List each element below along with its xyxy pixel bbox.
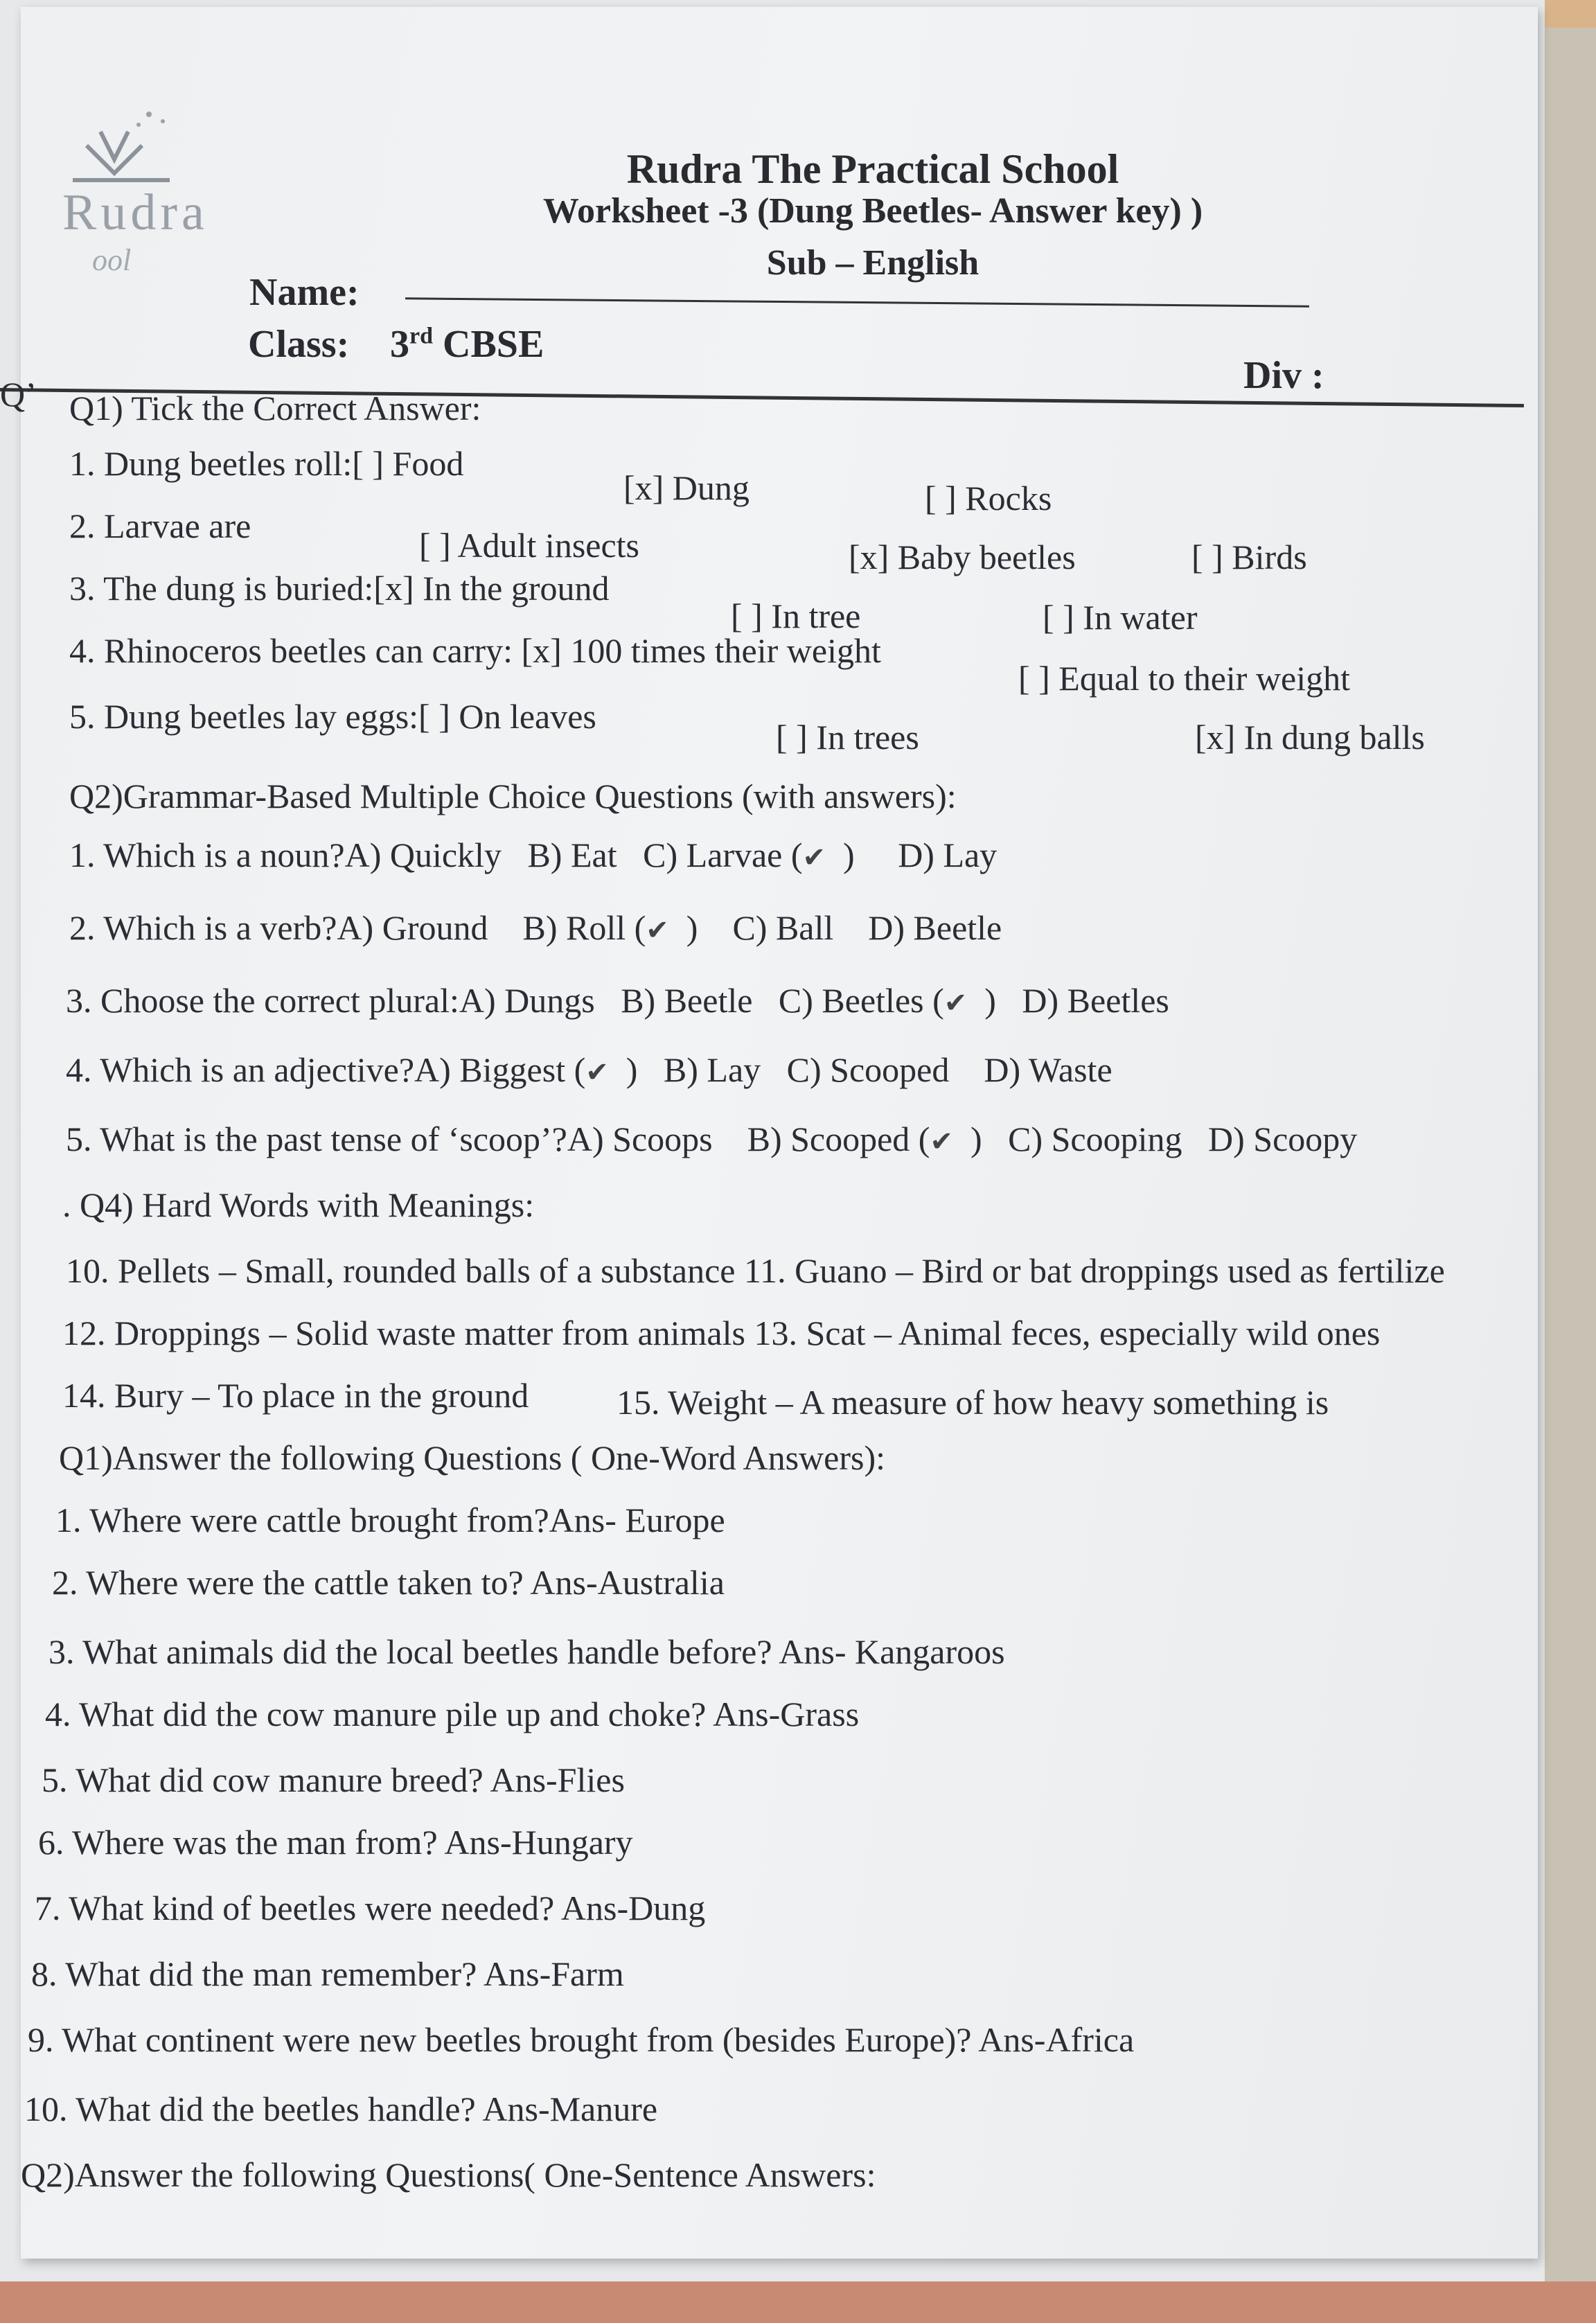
q1-option: [x] Dung <box>623 468 750 507</box>
subject-title: Sub – English <box>766 243 979 283</box>
q1-item: 5. Dung beetles lay eggs:[ ] On leaves <box>69 697 596 736</box>
school-name: Rudra The Practical School <box>626 146 1119 192</box>
q2-title: Q2)Grammar-Based Multiple Choice Questions (with answers): <box>69 777 957 815</box>
q4-title: . Q4) Hard Words with Meanings: <box>62 1185 535 1224</box>
check-icon: ✔ <box>646 915 669 946</box>
q1b-title: Q1)Answer the following Questions ( One-Word Answers): <box>59 1438 885 1477</box>
q1-item: 3. The dung is buried:[x] In the ground <box>69 569 610 608</box>
q2-item: 3. Choose the correct plural:A) Dungs B) Beetle C) Beetles (✔ ) D) Beetles <box>66 981 1169 1020</box>
worksheet-title: Worksheet -3 (Dung Beetles- Answer key) ) <box>542 191 1203 231</box>
logo-text: Rudra <box>62 184 209 241</box>
q2-item: 4. Which is an adjective?A) Biggest (✔ ) B) Lay C) Scooped D) Waste <box>66 1050 1112 1089</box>
q2-item: 5. What is the past tense of ‘scoop’?A) Scoops B) Scooped (✔ ) C) Scooping D) Scoopy <box>66 1120 1358 1158</box>
answer-item: 4. What did the cow manure pile up and choke? Ans-Grass <box>45 1695 860 1733</box>
answer-item: 9. What continent were new beetles brought from (besides Europe)? Ans-Africa <box>28 2020 1135 2059</box>
q2-item: 2. Which is a verb?A) Ground B) Roll (✔ ) C) Ball D) Beetle <box>69 908 1002 947</box>
answer-item: 6. Where was the man from? Ans-Hungary <box>38 1823 633 1862</box>
logo-emblem-icon <box>59 104 197 194</box>
q1-option: [ ] In tree <box>731 597 861 635</box>
class-value: 3rd CBSE <box>390 323 544 366</box>
school-logo <box>59 104 209 277</box>
q1-item: 2. Larvae are <box>69 506 251 545</box>
q1-option: [ ] In water <box>1043 598 1198 637</box>
logo-subtext: ool <box>92 243 132 277</box>
q1-option: [ ] Adult insects <box>419 526 640 565</box>
q2-item: 1. Which is a noun?A) Quickly B) Eat C) Larvae (✔ ) D) Lay <box>69 836 998 874</box>
q4-line: 14. Bury – To place in the ground <box>62 1376 529 1415</box>
answer-item: 2. Where were the cattle taken to? Ans-Australia <box>52 1563 725 1602</box>
check-icon: ✔ <box>802 842 826 874</box>
q2b-title: Q2)Answer the following Questions( One-Sentence Answers: <box>21 2155 876 2194</box>
q1-option: [ ] Birds <box>1191 538 1307 576</box>
q1-option: [ ] In trees <box>776 718 919 757</box>
check-icon: ✔ <box>585 1057 609 1088</box>
check-icon: ✔ <box>943 987 968 1019</box>
q4-line: 10. Pellets – Small, rounded balls of a substance 11. Guano – Bird or bat droppings used as fertilize <box>66 1251 1445 1290</box>
q1-option: [x] Baby beetles <box>849 538 1076 576</box>
q1-option: [x] In dung balls <box>1195 718 1425 757</box>
answer-item: 8. What did the man remember? Ans-Farm <box>31 1954 624 1993</box>
q1-item: 1. Dung beetles roll:[ ] Food <box>69 444 464 483</box>
div-label: Div : <box>1243 354 1324 397</box>
class-label: Class: <box>248 323 350 366</box>
answer-item: 10. What did the beetles handle? Ans-Manure <box>24 2090 658 2128</box>
q1-item: 4. Rhinoceros beetles can carry: [x] 100 times their weight <box>69 631 881 670</box>
q1-title: Q1) Tick the Correct Answer: <box>69 389 481 427</box>
check-icon: ✔ <box>930 1126 953 1158</box>
q1-option: [ ] Equal to their weight <box>1018 659 1351 698</box>
answer-item: 1. Where were cattle brought from?Ans- Europe <box>55 1501 725 1539</box>
q1-option: [ ] Rocks <box>925 479 1052 518</box>
answer-item: 3. What animals did the local beetles handle before? Ans- Kangaroos <box>48 1632 1005 1671</box>
q4-line: 15. Weight – A measure of how heavy something is <box>617 1383 1329 1422</box>
background-bottom <box>0 2281 1596 2323</box>
name-label: Name: <box>249 271 360 314</box>
answer-item: 7. What kind of beetles were needed? Ans-Dung <box>35 1889 706 1927</box>
margin-mark: Q’ <box>0 375 37 414</box>
q4-line: 12. Droppings – Solid waste matter from animals 13. Scat – Animal feces, especially wild ones <box>62 1314 1381 1352</box>
answer-item: 5. What did cow manure breed? Ans-Flies <box>42 1760 625 1799</box>
